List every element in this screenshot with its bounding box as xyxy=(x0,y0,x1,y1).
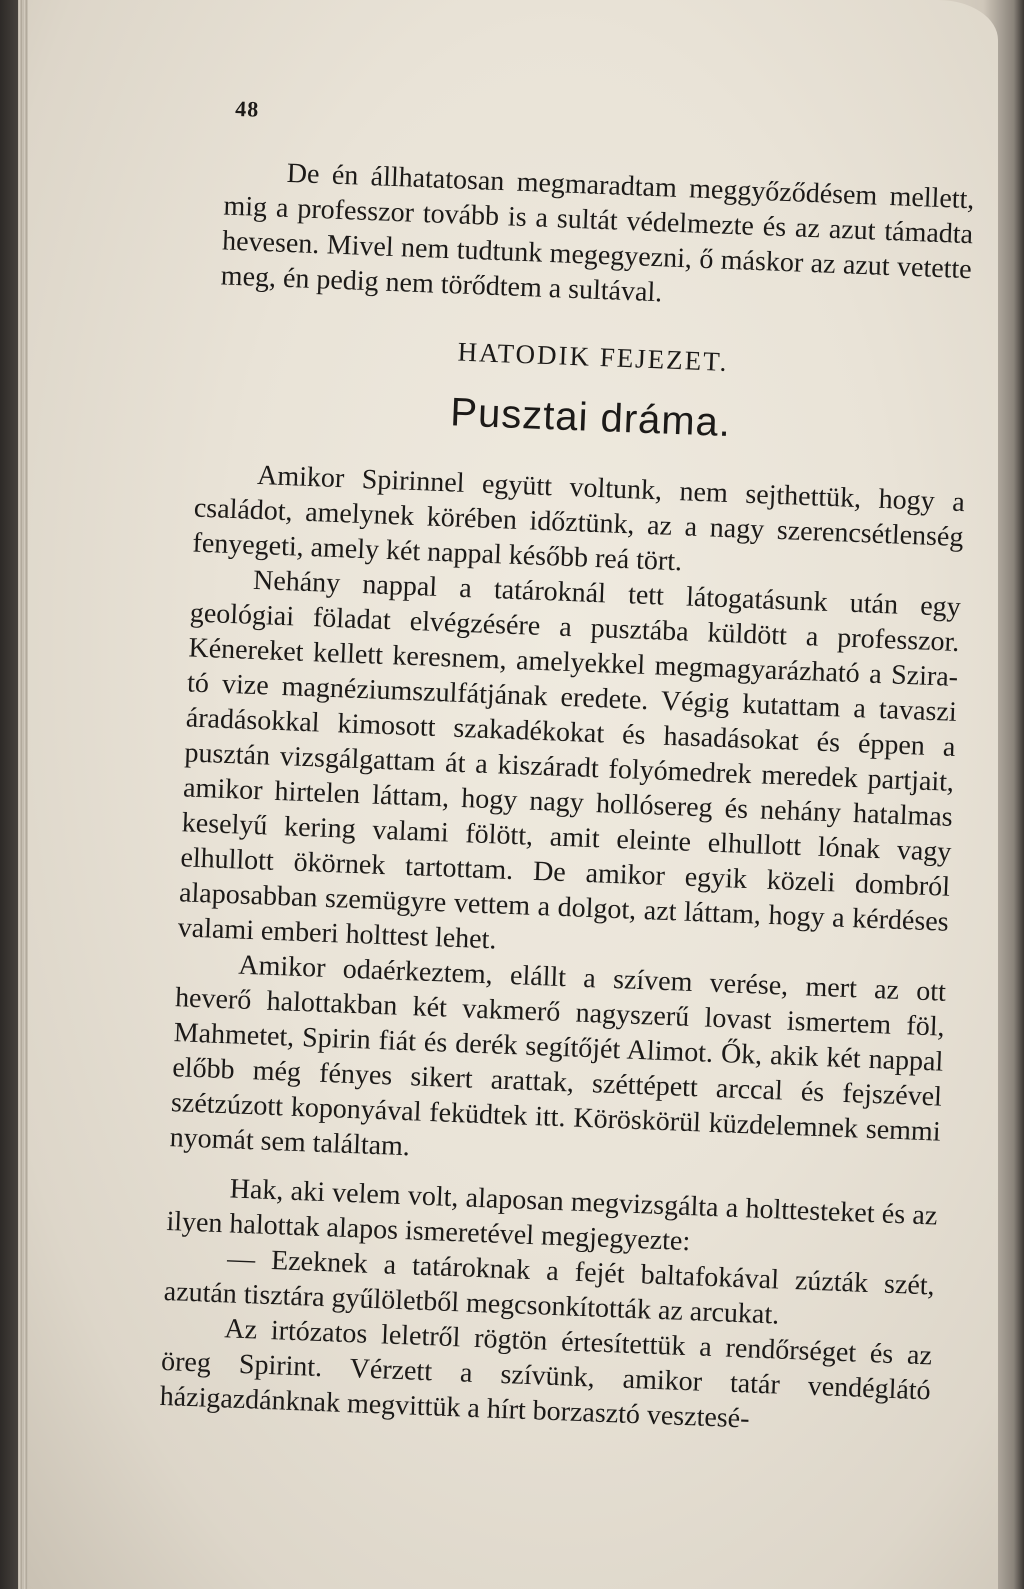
page-number: 48 xyxy=(234,95,260,122)
chapter-heading: HATODIK FEJEZET. xyxy=(457,336,730,377)
paragraph: Az irtózatos leletről rögtön értesítettük a rendőrséget és az öreg Spirint. Vérzett a szívünk, amikor tatár vendéglátó házigazdánknak megvittük a hírt borzasztó vesztesé- xyxy=(159,1313,933,1435)
opening-paragraph: De én állhatatosan megmaradtam meggyőződésem mellett, mig a professzor tovább is a sultát védelmezte és az azut támadta hevesen. Mivel nem tudtunk megegyezni, ő máskor az azut vetette meg, én pedig nem törődtem a sultával. xyxy=(220,157,975,309)
chapter-body xyxy=(159,456,965,1444)
book-page xyxy=(28,0,998,1589)
paragraph: Amikor Spirinnel együtt voltunk, nem sejthettük, hogy a családot, amelynek körében időztünk, az a nagy szerencsétlenség fenyegeti, amely két nappal később reá tört. xyxy=(192,459,966,578)
paragraph: Hak, aki velem volt, alaposan megvizsgálta a holttesteket és az ilyen halottak alapos ismeretével megjegyezte: xyxy=(165,1173,938,1258)
chapter-title: Pusztai dráma. xyxy=(449,390,732,446)
paragraph: Amikor odaérkeztem, elállt a szívem verése, mert az ott heverő halottakban két vakmerő nagyszerű lovast ismertem föl, Mahmetet, Spirin fiát és derék segítőjét Alimot. Ők, akik két nappal előbb még fényes sikert arattak, széttépett arccal és fejszével szétzúzott koponyával feküdtek itt. Köröskörül küzdelemnek semmi nyomát sem találtam. xyxy=(169,949,947,1163)
paragraph: — Ezeknek a tatároknak a fejét baltafokával zúzták szét, azután tisztára gyűlöletből megcsonkították az arcukat. xyxy=(163,1243,936,1331)
paragraph: Nehány nappal a tatároknál tett látogatásunk után egy geológiai föladat elvégzésére a pusztába küldött a professzor. Kénereket kellett keresnem, amelyekkel megmagyarázható a Szira-tó vize magnéziumszulfátjának eredete. Végig kutattam a tavaszi áradásokkal kimosott szakadékokat és hasadásokat és éppen a pusztán vizsgálgattam át a kiszáradt folyómedrek meredek partjait, amikor hirtelen láttam, hogy nagy hollósereg és nehány hatalmas keselyű kering valami fölött, amit eleinte elhullott lónak vagy elhullott ökörnek tartottam. De amikor egyik közeli dombról alaposabban szemügyre vettem a dolgot, azt láttam, hogy a kérdéses valami emberi holttest lehet. xyxy=(177,564,962,956)
text-block xyxy=(159,90,977,1435)
